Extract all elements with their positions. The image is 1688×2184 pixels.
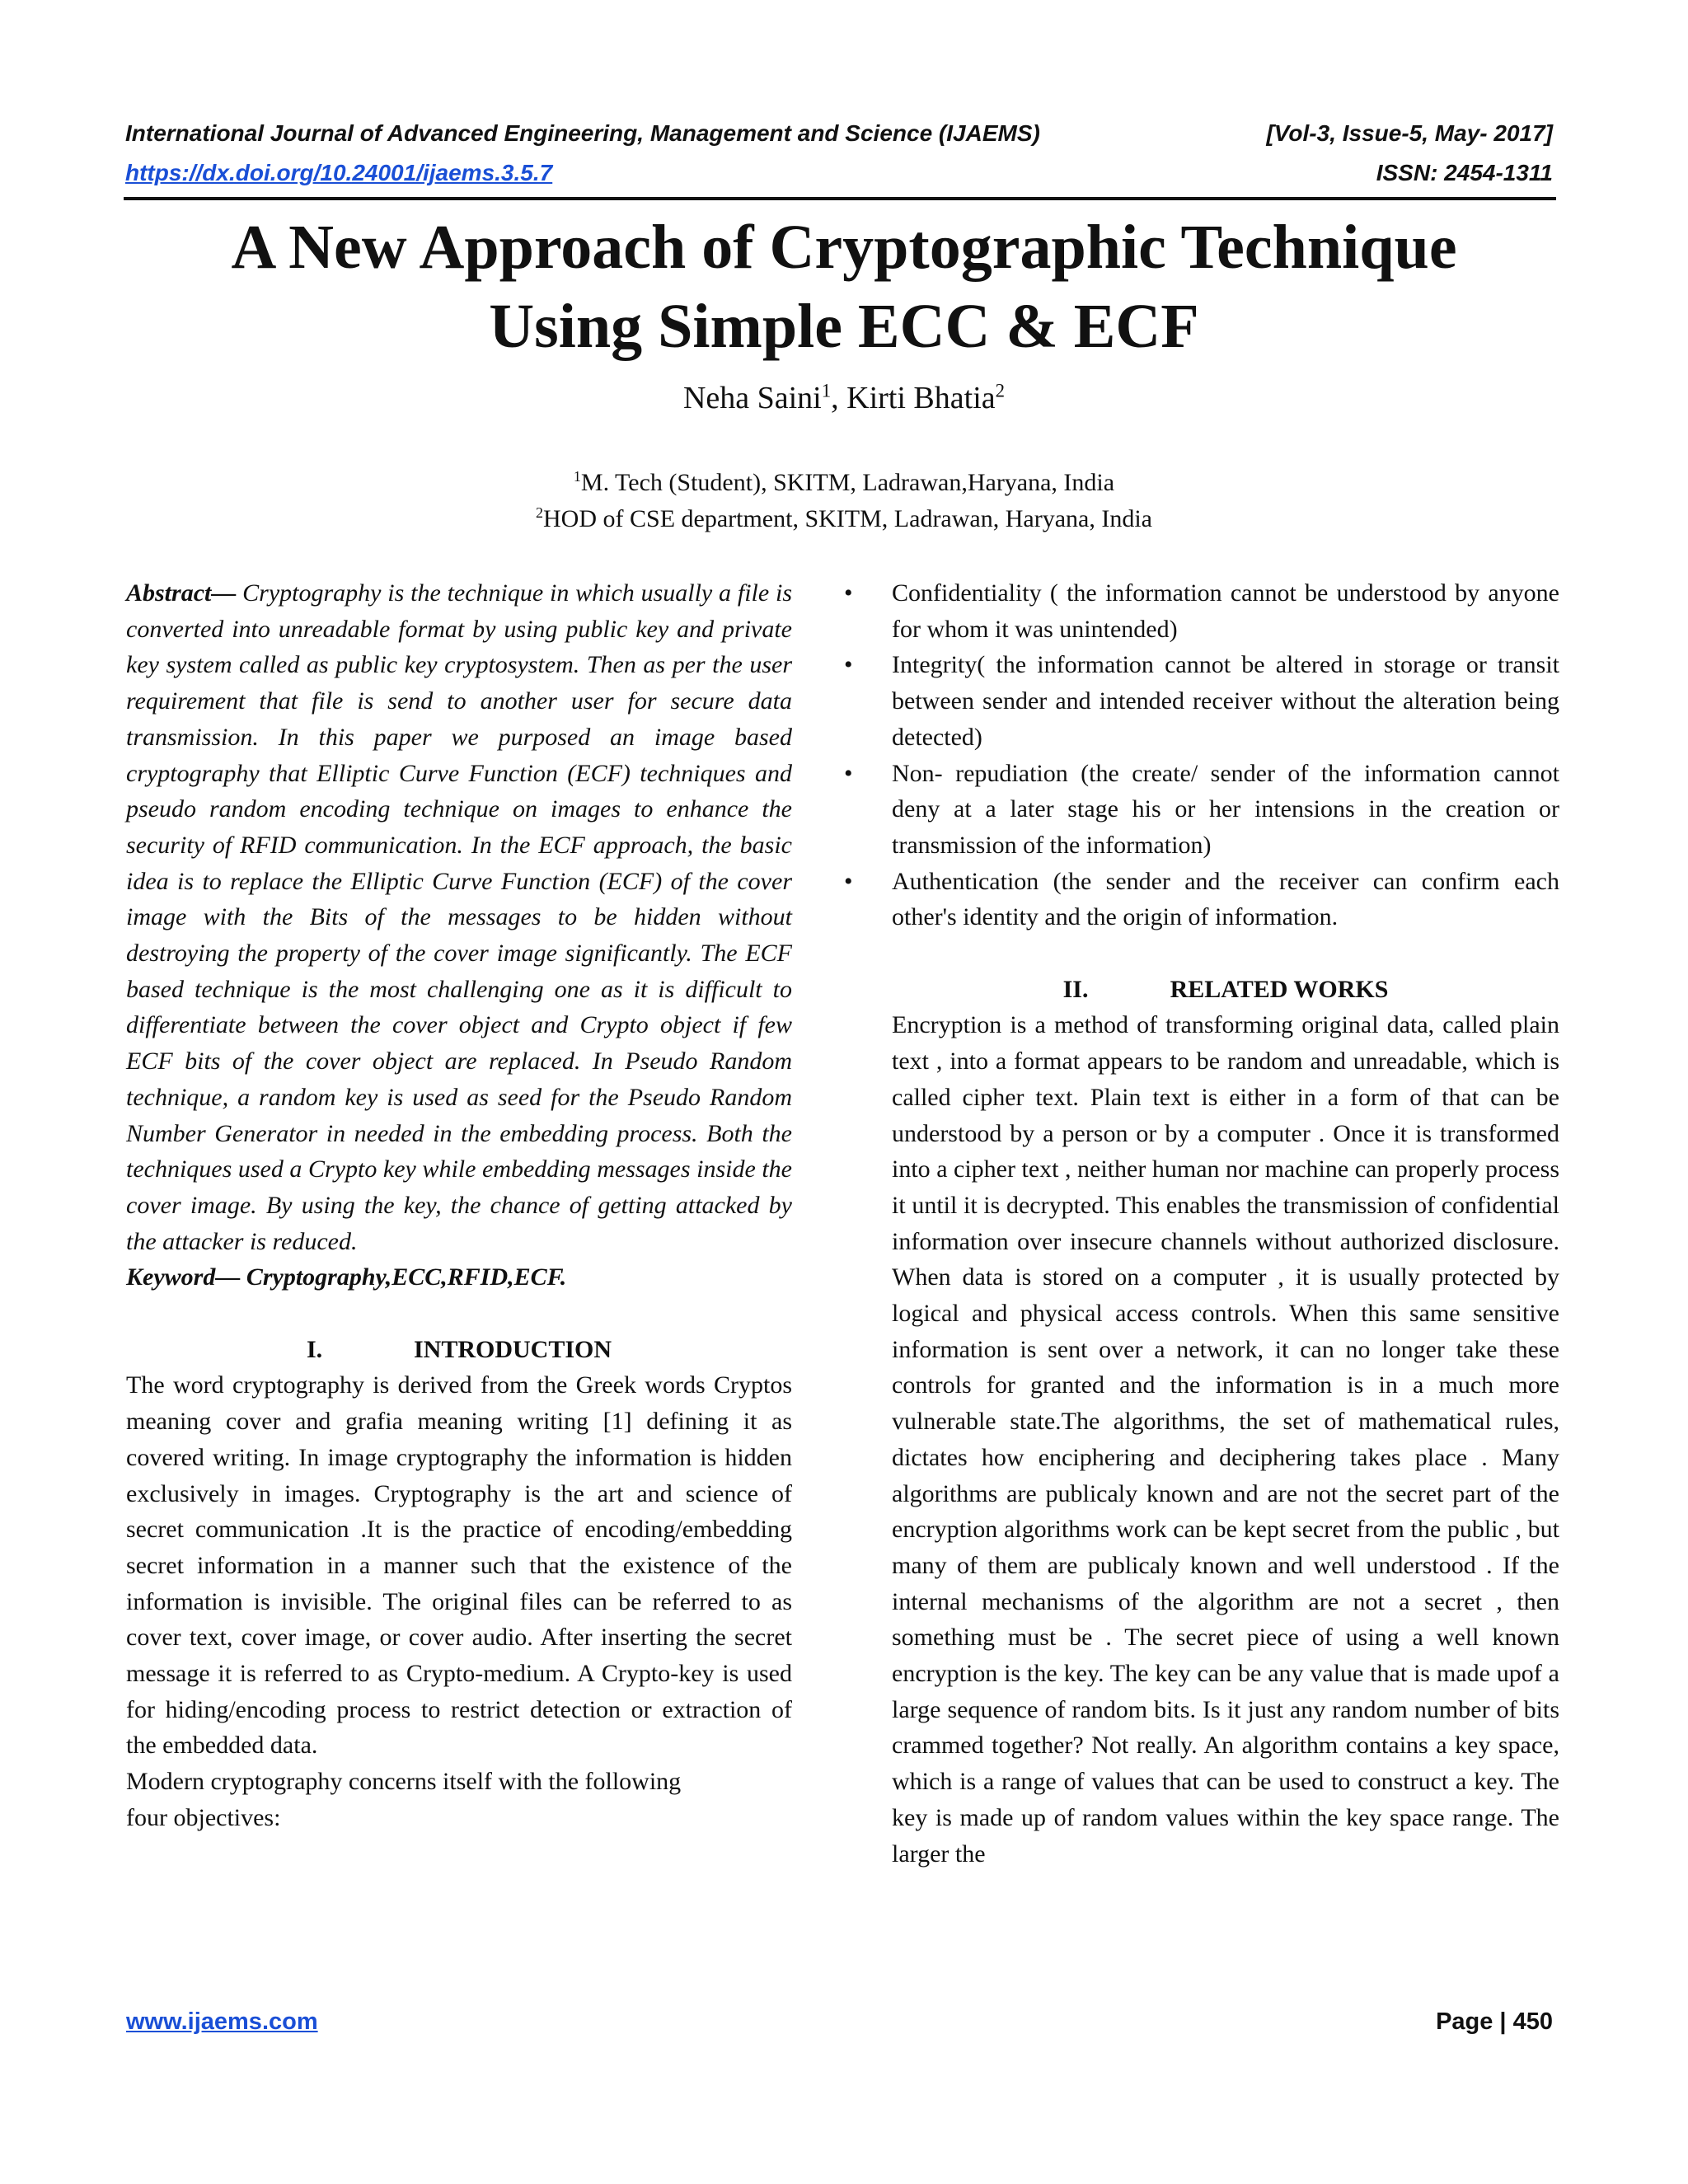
section-heading-introduction	[126, 1332, 792, 1368]
keywords: Keyword— Cryptography,ECC,RFID,ECF.	[126, 1263, 567, 1291]
list-item	[844, 864, 1559, 935]
related-works-paragraph: Encryption is a method of transforming original data, called plain text , into a format appears to be random and unreadable, which is called cipher text. Plain text is either in a form of that can be understood by a person or by a computer . Once it is transformed into a cipher text , neither human nor machine can properly process it until it is decrypted. This enables the transmission of confidential information over insecure channels without authorized disclosure. When data is stored on a computer , it is usually protected by logical and physical access controls. When this same sensitive information is sent over a network, it can no longer take these controls for granted and the information is in a much more vulnerable state.The algorithms, the set of mathematical rules, dictates how enciphering and deciphering takes place . Many algorithms are publicaly known and are not the secret part of the encryption algorithms work can be kept secret from the public , but many of them are publicaly known and well understood . If the internal mechanisms of the algorithm are not a secret , then something must be . The secret piece of using a well known encryption is the key. The key can be any value that is made upof a large sequence of random bits. Is it just any random number of bits crammed together? Not really. An algorithm contains a key space, which is a range of values that can be used to construct a key. The key is made up of random values within the key space range. The larger the	[892, 1011, 1559, 1868]
right-column	[844, 575, 1559, 1872]
running-header-2	[125, 158, 1553, 188]
issn: ISSN: 2454-1311	[1376, 160, 1553, 185]
list-item	[844, 575, 1559, 647]
volume-info: [Vol-3, Issue-5, May- 2017]	[1266, 120, 1553, 146]
website-link[interactable]: www.ijaems.com	[126, 2008, 318, 2035]
list-item-text: Confidentiality ( the information cannot be understood by anyone for whom it was unintended)	[892, 579, 1559, 643]
doi-link[interactable]: https://dx.doi.org/10.24001/ijaems.3.5.7	[125, 160, 553, 185]
bullet-icon: •	[844, 867, 853, 895]
intro-paragraph: The word cryptography is derived from the Greek words Cryptos meaning cover and grafia meaning writing [1] defining it as covered writing. In image cryptography the information is hidden exclusively in images. Cryptography is the art and science of secret communication .It is the practice of encoding/embedding secret information in a manner such that the existence of the information is invisible. The original files can be referred to as cover text, cover image, or cover audio. After inserting the secret message it is referred to as Crypto-medium. A Crypto-key is used for hiding/encoding process to restrict detection or extraction of the embedded data.	[126, 1371, 792, 1760]
author-list	[0, 379, 1688, 417]
author-1-affil-mark: 1	[821, 380, 832, 401]
section-title: INTRODUCTION	[413, 1335, 612, 1363]
affiliation-2-mark: 2	[536, 504, 544, 521]
author-separator: ,	[831, 381, 847, 415]
title-line-2: Using Simple ECC & ECF	[489, 292, 1199, 361]
affiliation-2-text: HOD of CSE department, SKITM, Ladrawan, Haryana, India	[543, 505, 1152, 532]
running-header	[125, 119, 1553, 148]
abstract-label: Abstract—	[126, 579, 237, 607]
objectives-list	[844, 575, 1559, 935]
abstract	[126, 575, 792, 1259]
bullet-icon: •	[844, 579, 853, 607]
intro-paragraph-2	[126, 1764, 792, 1835]
author-1: Neha Saini	[682, 381, 822, 415]
author-2-affil-mark: 2	[995, 380, 1006, 401]
bullet-icon: •	[844, 759, 853, 787]
list-item-text: Integrity( the information cannot be altered in storage or transit between sender and intended receiver without the alteration being detected)	[892, 651, 1559, 751]
page-number: Page | 450	[1436, 2008, 1553, 2035]
header-rule	[124, 197, 1556, 200]
title-line-1: A New Approach of Cryptographic Technique	[231, 213, 1457, 282]
left-column	[126, 575, 792, 1836]
list-item-text: Non- repudiation (the create/ sender of the information cannot deny at a later stage his or her intensions in the creation or transmission of the information)	[892, 759, 1559, 859]
affiliation-1-mark: 1	[573, 468, 581, 485]
author-2: Kirti Bhatia	[846, 381, 996, 415]
section-number: II.	[1062, 975, 1089, 1003]
intro-line-2: four objectives:	[126, 1803, 281, 1831]
list-item	[844, 647, 1559, 755]
intro-line-1: Modern cryptography concerns itself with the following	[126, 1768, 682, 1796]
journal-name: International Journal of Advanced Engineering, Management and Science (IJAEMS)	[125, 120, 1040, 146]
affiliation-1	[0, 466, 1688, 499]
paper-title	[82, 208, 1606, 366]
abstract-text: Cryptography is the technique in which usually a file is converted into unreadable format by using public key and private key system called as public key cryptosystem. Then as per the user requirement that file is send to another user for secure data transmission. In this paper we purposed an image based cryptography that Elliptic Curve Function (ECF) techniques and pseudo random encoding technique on images to enhance the security of RFID communication. In the ECF approach, the basic idea is to replace the Elliptic Curve Function (ECF) of the cover image with the Bits of the messages to be hidden without destroying the property of the cover image significantly. The ECF based technique is the most challenging one as it is difficult to differentiate between the cover object and Crypto object if few ECF bits of the cover object are replaced. In Pseudo Random technique, a random key is used as seed for the Pseudo Random Number Generator in needed in the embedding process. Both the techniques used a Crypto key while embedding messages inside the cover image. By using the key, the chance of getting attacked by the attacker is reduced.	[126, 579, 792, 1255]
affiliation-2	[0, 503, 1688, 536]
section-heading-related-works	[892, 972, 1559, 1008]
affiliation-1-text: M. Tech (Student), SKITM, Ladrawan,Haryana, India	[580, 469, 1115, 496]
section-number: I.	[306, 1335, 323, 1363]
bullet-icon: •	[844, 651, 853, 679]
list-item-text: Authentication (the sender and the receiver can confirm each other's identity and the origin of information.	[892, 867, 1559, 931]
list-item	[844, 756, 1559, 864]
section-title: RELATED WORKS	[1170, 975, 1389, 1003]
